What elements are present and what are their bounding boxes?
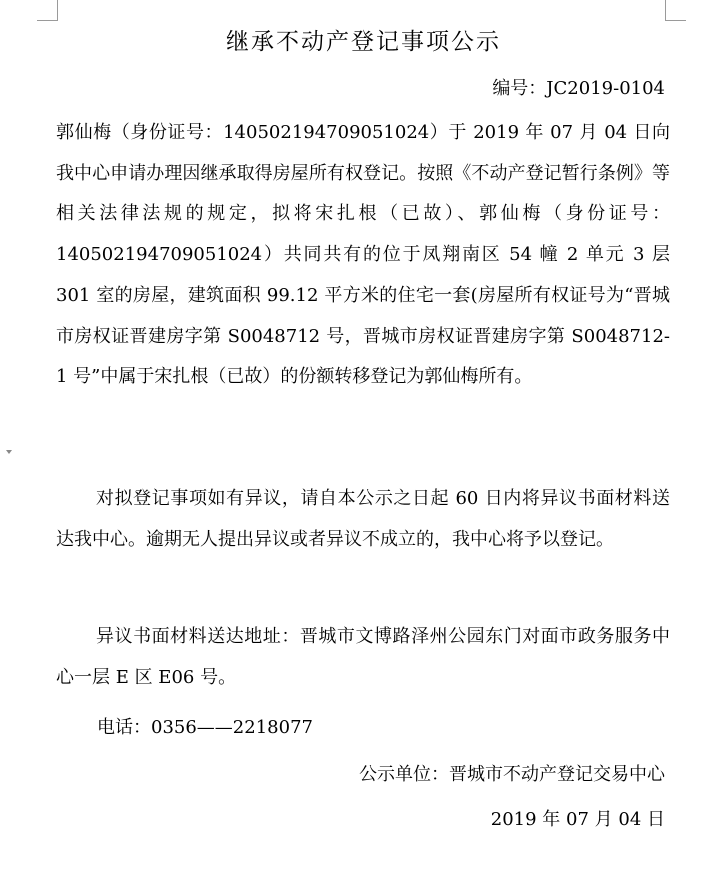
body-paragraph-2: 对拟登记事项如有异议，请自本公示之日起 60 日内将异议书面材料送达我中心。逾期无人提出异议或者异议不成立的，我中心将予以登记。 (56, 488, 670, 550)
document-title: 继承不动产登记事项公示 (226, 29, 501, 55)
body-paragraph-3: 异议书面材料送达地址：晋城市文博路泽州公园东门对面市政务服务中心一层 E 区 E06 号。 (56, 626, 670, 688)
crop-mark-top-left (37, 0, 58, 21)
document-number: 编号：JC2019-0104 (492, 78, 665, 99)
contact-phone: 电话：0356——2218077 (97, 717, 313, 738)
body-paragraph-1: 郭仙梅（身份证号：140502194709051024）于 2019 年 07 月 04 日向我中心申请办理因继承取得房屋所有权登记。按照《不动产登记暂行条例》等相关法律法规的规定，拟将宋扎根（已故）、郭仙梅（身份证号：140502194709051024）共同共有的位于凤翔南区 54 幢 2 单元 3 层 301 室的房屋，建筑面积 99.12 平方米的住宅一套(房屋所有权证号为“晋城市房权证晋建房字第 S0048712 号，晋城市房权证晋建房字第 S0048712-1 号”中属于宋扎根（已故）的份额转移登记为郭仙梅所有。 (56, 122, 670, 388)
issuing-organization: 公示单位：晋城市不动产登记交易中心 (359, 764, 665, 785)
issue-date: 2019 年 07 月 04 日 (490, 809, 665, 830)
margin-marker-icon (6, 450, 12, 454)
crop-mark-top-right (665, 0, 686, 21)
